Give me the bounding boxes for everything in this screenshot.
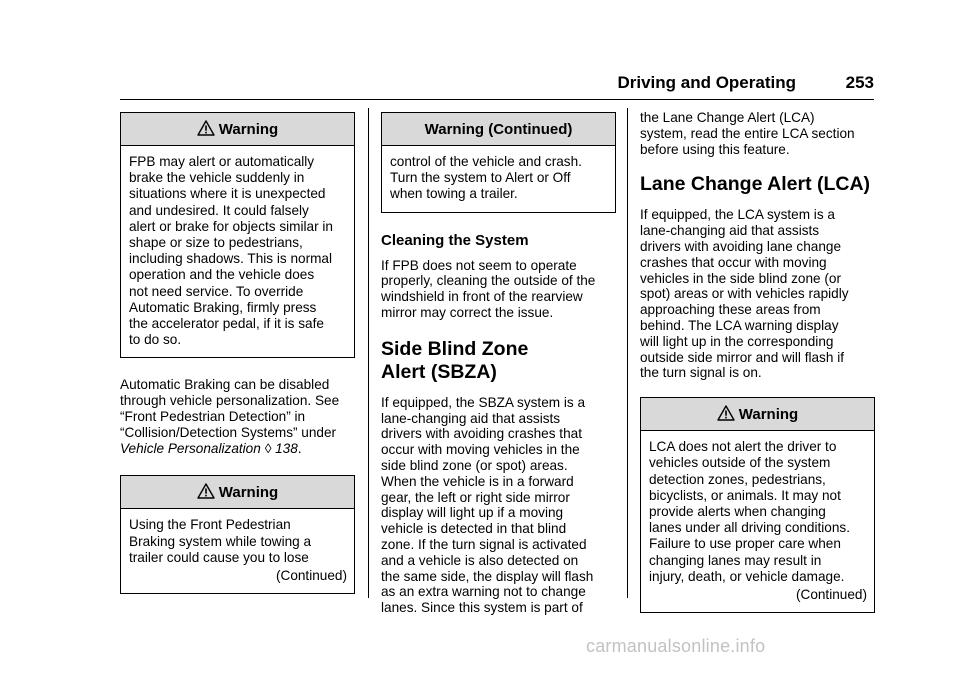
page-ref-arrow-icon: ◊ (264, 440, 272, 456)
warning-title: Warning (218, 484, 279, 502)
sbza-paragraph (381, 395, 616, 616)
warning-triangle-icon (197, 120, 215, 136)
text-line: to do so. (129, 332, 182, 348)
text-line: vehicle is detected in that blind (381, 521, 567, 537)
text-line: as an extra warning not to change (381, 584, 586, 600)
warning-header: Warning (Continued) (382, 113, 615, 146)
warning-body (382, 146, 615, 212)
column-divider (368, 108, 369, 598)
text-line: brake the vehicle suddenly in (129, 170, 305, 186)
text-line: If equipped, the SBZA system is a (381, 394, 586, 410)
text-line: through vehicle personalization. See (120, 393, 340, 409)
warning-header (641, 398, 874, 431)
text-line: outside side mirror and will flash if (640, 349, 844, 365)
text-line: properly, cleaning the outside of the (381, 273, 596, 289)
text-line: behind. The LCA warning display (640, 317, 839, 333)
text-line: drivers with avoiding crashes that (381, 426, 582, 442)
text-line: “Collision/Detection Systems” under (120, 424, 337, 440)
heading-cleaning: Cleaning the System (381, 231, 529, 249)
column-3 (640, 112, 875, 613)
text-line: gear, the left or right side mirror (381, 489, 570, 505)
text-line: and a vehicle is also detected on (381, 552, 579, 568)
text-line: provide alerts when changing (649, 503, 826, 519)
text-line: will light up in the corresponding (640, 333, 834, 349)
lca-paragraph (640, 207, 875, 381)
text-line: alert or brake for objects similar in (129, 218, 333, 234)
text-line: approaching these areas from (640, 302, 821, 318)
text-line: situations where it is unexpected (129, 186, 326, 202)
text-line: not need service. To override (129, 283, 304, 299)
text-line (120, 441, 355, 457)
text-line: trailer could cause you to lose (129, 549, 309, 565)
warning-box-fpb (120, 112, 355, 358)
text-line: injury, death, or vehicle damage. (649, 568, 845, 584)
text-line: including shadows. This is normal (129, 251, 332, 267)
text-line: vehicles outside of the system (649, 455, 831, 471)
text-line: FPB may alert or automatically (129, 154, 315, 169)
text-line: Turn the system to Alert or Off (390, 170, 571, 186)
text-line: occur with moving vehicles in the (381, 442, 580, 458)
heading-sbza (381, 338, 616, 384)
warning-triangle-icon (717, 405, 735, 421)
warning-header (121, 113, 354, 146)
lca-intro-paragraph (640, 110, 875, 157)
text-line: before using this feature. (640, 141, 790, 157)
text-line: vehicles in the side blind zone (or (640, 270, 841, 286)
text-line: and undesired. It could falsely (129, 202, 309, 218)
text-line: windshield in front of the rearview (381, 289, 583, 305)
heading-line: Alert (SBZA) (381, 360, 497, 383)
text-line: when towing a trailer. (390, 186, 518, 202)
warning-title: Warning (738, 406, 799, 424)
personalization-paragraph (120, 377, 355, 456)
warning-box-towing (120, 475, 355, 594)
text-line: If FPB does not seem to operate (381, 257, 577, 273)
warning-header (121, 476, 354, 509)
continued-label: (Continued) (275, 568, 347, 584)
text-line: changing lanes may result in (649, 552, 822, 568)
text-line: crashes that occur with moving (640, 254, 827, 270)
warning-title: Warning (218, 121, 279, 138)
text-line: Automatic Braking can be disabled (120, 377, 330, 393)
heading-line: Side Blind Zone (381, 337, 529, 360)
continued-label: (Continued) (795, 586, 867, 602)
text-line: “Front Pedestrian Detection” in (120, 409, 306, 425)
warning-body (121, 509, 354, 593)
warning-body (641, 431, 874, 612)
warning-triangle-icon (197, 483, 215, 499)
page-ref-number[interactable]: 138 (275, 440, 298, 456)
text-line: mirror may correct the issue. (381, 305, 554, 320)
text-line: When the vehicle is in a forward (381, 473, 574, 489)
text-line: Automatic Braking, firmly press (129, 299, 317, 315)
text-line: If equipped, the LCA system is a (640, 207, 835, 223)
warning-box-lca (640, 397, 875, 613)
text-line: LCA does not alert the driver to (649, 439, 837, 455)
warning-body (121, 146, 354, 357)
heading-lca: Lane Change Alert (LCA) (640, 173, 871, 196)
cross-reference-link[interactable]: Vehicle Personalization (120, 440, 261, 456)
section-title: Driving and Operating (617, 73, 796, 92)
text-line: operation and the vehicle does (129, 267, 315, 283)
period: . (297, 440, 302, 456)
text-line: detection zones, pedestrians, (649, 471, 826, 487)
page-number: 253 (845, 73, 874, 92)
column-1 (120, 112, 355, 594)
text-line: Failure to use proper care when (649, 536, 841, 552)
text-line: drivers with avoiding lane change (640, 238, 842, 254)
text-line: side blind zone (or spot) areas. (381, 457, 568, 473)
column-2 (381, 112, 616, 616)
text-line: the Lane Change Alert (LCA) (640, 110, 815, 125)
text-line: lane-changing aid that assists (381, 410, 561, 426)
text-line: lane-changing aid that assists (640, 223, 820, 239)
cleaning-paragraph (381, 258, 616, 321)
text-line: Using the Front Pedestrian (129, 517, 291, 533)
text-line: the same side, the display will flash (381, 568, 594, 584)
text-line: control of the vehicle and crash. (390, 154, 582, 169)
text-line: lanes. Since this system is part of (381, 600, 583, 616)
text-line: Braking system while towing a (129, 533, 312, 549)
text-line: shape or size to pedestrians, (129, 235, 303, 251)
warning-box-continued (381, 112, 616, 213)
text-line: system, read the entire LCA section (640, 125, 855, 141)
column-divider (627, 108, 628, 598)
text-line: the turn signal is on. (640, 365, 762, 381)
text-line: display will light up if a moving (381, 505, 564, 521)
text-line: zone. If the turn signal is activated (381, 536, 587, 552)
text-line: the accelerator pedal, if it is safe (129, 316, 324, 332)
text-line: lanes under all driving conditions. (649, 520, 851, 536)
watermark: carmanualsonline.info (586, 636, 766, 656)
text-line: bicyclists, or animals. It may not (649, 487, 841, 503)
page-header (120, 62, 874, 100)
text-line: spot) areas or with vehicles rapidly (640, 286, 849, 302)
